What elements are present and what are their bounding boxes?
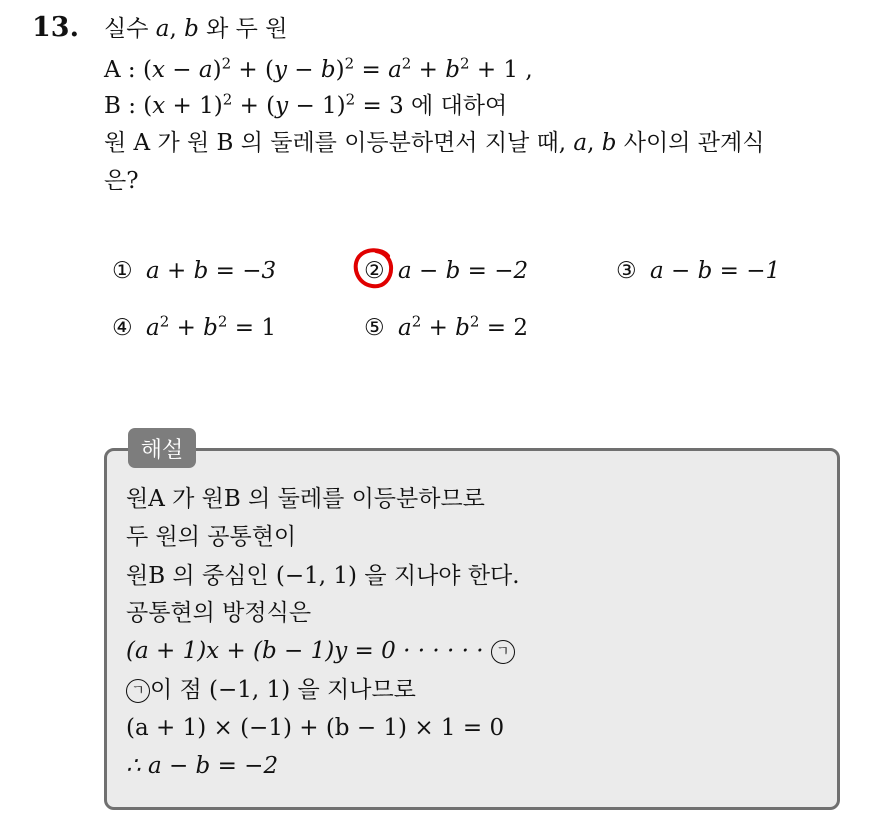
var-b: b: [445, 57, 460, 83]
var-a: a: [146, 315, 160, 341]
var-b: b: [184, 16, 199, 42]
var-x: x: [151, 57, 165, 83]
op: +: [169, 315, 204, 341]
choice-number: ①: [112, 258, 133, 284]
question-number: 13.: [32, 12, 79, 43]
solution-line-8: ∴ a − b = −2: [126, 753, 279, 779]
solution-line-2: 두 원의 공통현이: [126, 524, 297, 550]
choice-number: ⑤: [364, 315, 385, 341]
choice-number: ③: [616, 258, 637, 284]
var-a: a: [398, 315, 412, 341]
choice-3[interactable]: [616, 256, 780, 286]
question-text: 원 A 가 원 B 의 둘레를 이등분하면서 지날 때,: [104, 130, 574, 156]
question-line-4: [104, 128, 764, 158]
question-line-1: [104, 14, 287, 44]
var-b: b: [320, 57, 336, 83]
exponent: 2: [159, 312, 170, 331]
var-a: a: [573, 130, 588, 156]
solution-line-3: 원B 의 중심인 (−1, 1) 을 지나야 한다.: [126, 563, 520, 589]
eq-part: − 1): [288, 93, 346, 119]
op: =: [354, 57, 389, 83]
common-chord-equation: (a + 1)x + (b − 1)y = 0 · · · · · ·: [126, 638, 491, 664]
var-b: b: [203, 315, 218, 341]
exponent: 2: [344, 54, 355, 73]
exponent: 2: [345, 90, 356, 109]
question-text: 실수: [104, 16, 156, 42]
exponent: 2: [222, 90, 233, 109]
choice-5[interactable]: [364, 313, 528, 343]
question-text: 사이의 관계식: [616, 130, 765, 156]
var-x: x: [152, 93, 166, 119]
comma: ,: [587, 130, 602, 156]
choice-text: a − b = −2: [398, 258, 529, 284]
eq-tail: + 1 ,: [469, 57, 533, 83]
var-y: y: [275, 93, 289, 119]
solution-line-5: [126, 636, 515, 666]
solution-line-4: 공통현의 방정식은: [126, 600, 312, 626]
answer-circle-mark: [352, 246, 396, 290]
paren: ): [212, 57, 222, 83]
choice-4[interactable]: [112, 313, 276, 343]
var-b: b: [455, 315, 470, 341]
var-y: y: [273, 57, 287, 83]
op: −: [286, 57, 321, 83]
giyeok-marker: ㄱ: [126, 679, 150, 703]
op: −: [164, 57, 199, 83]
solution-line-6: [126, 675, 416, 705]
exponent: 2: [469, 312, 480, 331]
choice-1[interactable]: [112, 256, 276, 286]
solution-line-7: (a + 1) × (−1) + (b − 1) × 1 = 0: [126, 715, 505, 741]
choice-text: a + b = −3: [146, 258, 277, 284]
choice-text: = 1: [227, 315, 276, 341]
choice-text: a − b = −1: [650, 258, 781, 284]
question-line-5: 은?: [104, 168, 139, 194]
exponent: 2: [221, 54, 232, 73]
op: + (: [231, 57, 274, 83]
var-a: a: [388, 57, 402, 83]
choice-text: = 2: [479, 315, 528, 341]
choice-number: ④: [112, 315, 133, 341]
solution-line-1: 원A 가 원B 의 둘레를 이등분하므로: [126, 486, 485, 512]
equation-circle-a: [104, 55, 533, 85]
exponent: 2: [459, 54, 470, 73]
exponent: 2: [411, 312, 422, 331]
question-text: 와 두 원: [198, 16, 288, 42]
eq-part: + 1): [165, 93, 223, 119]
paren: ): [335, 57, 345, 83]
eq-label: B : (: [104, 93, 153, 119]
eq-tail: = 3 에 대하여: [355, 93, 508, 119]
giyeok-marker: ㄱ: [491, 640, 515, 664]
exponent: 2: [401, 54, 412, 73]
op: +: [421, 315, 456, 341]
solution-text: 이 점 (−1, 1) 을 지나므로: [150, 677, 416, 703]
var-a: a: [155, 16, 170, 42]
op: +: [411, 57, 446, 83]
op: + (: [232, 93, 276, 119]
equation-circle-b: [104, 91, 507, 121]
solution-tag: 해설: [128, 428, 196, 468]
choice-number: ②: [364, 258, 385, 284]
comma: ,: [169, 16, 177, 42]
var-a: a: [198, 57, 213, 83]
exponent: 2: [217, 312, 228, 331]
var-b: b: [601, 130, 617, 156]
eq-label: A : (: [104, 57, 152, 83]
